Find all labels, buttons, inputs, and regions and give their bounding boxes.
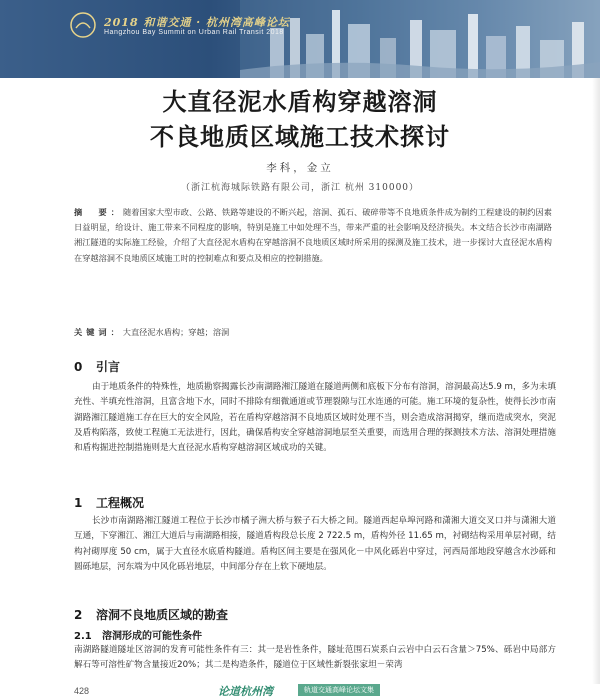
section-paragraph: 由于地质条件的特殊性，地质勘察揭露长沙南湖路湘江隧道在隧道两侧和底板下分布有溶洞，溶洞最高达5.9 m，多为未填充性、半填充性溶洞，且富含地下水，同时不排除有细微通道或节理裂隙与江水连通的可能。施工环境的复杂性，使得长沙市南湖路湘江隧道施工存在巨大的安全风险，若在盾构穿越溶洞不良地质区域时处理不当，则会造成溶洞揭穿，继而造成突水，突泥及盾构陷落，致使工程施工无法进行，因此，确保盾构安全穿越溶洞地层至关重要，而选用合理的探测技术方法、溶洞处理措施和盾构掘进控制措施则是大直径泥水盾构穿越溶洞区域成功的关键。 bbox=[74, 382, 556, 454]
abstract-label: 摘 要： bbox=[74, 207, 124, 217]
section-number: 0 bbox=[74, 360, 83, 374]
section-heading-karst-survey bbox=[74, 606, 228, 623]
paper-title-line-1: 大直径泥水盾构穿越溶洞 bbox=[162, 88, 438, 116]
conference-header-banner bbox=[0, 0, 600, 78]
section-title: 引言 bbox=[96, 360, 121, 374]
paper-title-line-2: 不良地质区域施工技术探讨 bbox=[150, 123, 450, 151]
conference-subtitle: Hangzhou Bay Summit on Urban Rail Transit 2018 bbox=[104, 29, 284, 36]
footer-tag: 轨道交通高峰论坛文集 bbox=[298, 684, 380, 696]
section-paragraph: 南湖路隧道隧址区溶洞的发育可能性条件有三：其一是岩性条件，隧址范围石炭系白云岩中白云石含量＞75%、砾岩中局部方解石等可溶性矿物含量接近20%；其二是构造条件，隧道位于区域性新裂张家坦－荣湾 bbox=[74, 645, 556, 671]
paper-affiliation: （浙江杭海城际铁路有限公司，浙江 杭州 310000） bbox=[180, 183, 420, 193]
abstract bbox=[74, 205, 552, 266]
section-heading-introduction bbox=[74, 358, 120, 375]
section-number: 1 bbox=[74, 496, 83, 510]
abstract-text: 随着国家大型市政、公路、铁路等建设的不断兴起，溶洞、孤石、破碎带等不良地质条件成为制约工程建设的制约因素日益明显，给设计、施工带来不同程度的影响，特别是施工中如处理不当，带来严重的社会影响及经济损失。本文结合长沙市南湖路湘江隧道的实际施工经验，介绍了大直径泥水盾构在穿越溶洞不良地质区域时所采用的探测及施工技术，进一步探讨大直径泥水盾构在穿越溶洞不良地质区域施工时的控制难点和要点及相应的控制措施。 bbox=[74, 207, 552, 263]
footer-logo: 论道杭州湾 bbox=[218, 685, 273, 698]
section-title: 溶洞不良地质区域的勘查 bbox=[96, 608, 229, 622]
keywords-text: 大直径泥水盾构；穿越；溶洞 bbox=[122, 327, 230, 337]
scan-edge-shadow bbox=[592, 78, 600, 684]
subsection-title: 溶洞形成的可能性条件 bbox=[102, 631, 202, 642]
section-heading-project-overview bbox=[74, 494, 144, 511]
page-number: 428 bbox=[74, 686, 90, 696]
city-skyline-illustration bbox=[240, 0, 600, 78]
section-number: 2 bbox=[74, 608, 83, 622]
section-paragraph: 长沙市南湖路湘江隧道工程位于长沙市橘子洲大桥与猴子石大桥之间。隧道西起阜埠河路和潇湘大道交叉口并与潇湘大道互通，下穿湘江、湘江大道后与南湖路相接，隧道盾构段总长度 2 722.5 m，盾构外径 11.65 m，衬砌结构采用单层衬砌，结构衬砌厚度 50 cm，属于大直径水底盾构隧道。盾构区间主要是在强风化－中风化砾岩中穿过，河西局部地段穿越含水沙砾和圆砾地层，河东端为中风化砾岩地层，中间部分存在上软下硬地层。 bbox=[74, 516, 556, 572]
subsection-number: 2.1 bbox=[74, 631, 92, 642]
keywords-label: 关键词： bbox=[74, 327, 123, 337]
subsection-heading bbox=[74, 627, 202, 642]
section-title: 工程概况 bbox=[96, 496, 145, 510]
summit-logo-icon bbox=[70, 12, 96, 38]
keywords bbox=[74, 327, 552, 338]
conference-title: 2018 和谐交通 · 杭州湾高峰论坛 bbox=[104, 16, 290, 29]
paper-authors: 李科，金立 bbox=[266, 162, 334, 174]
